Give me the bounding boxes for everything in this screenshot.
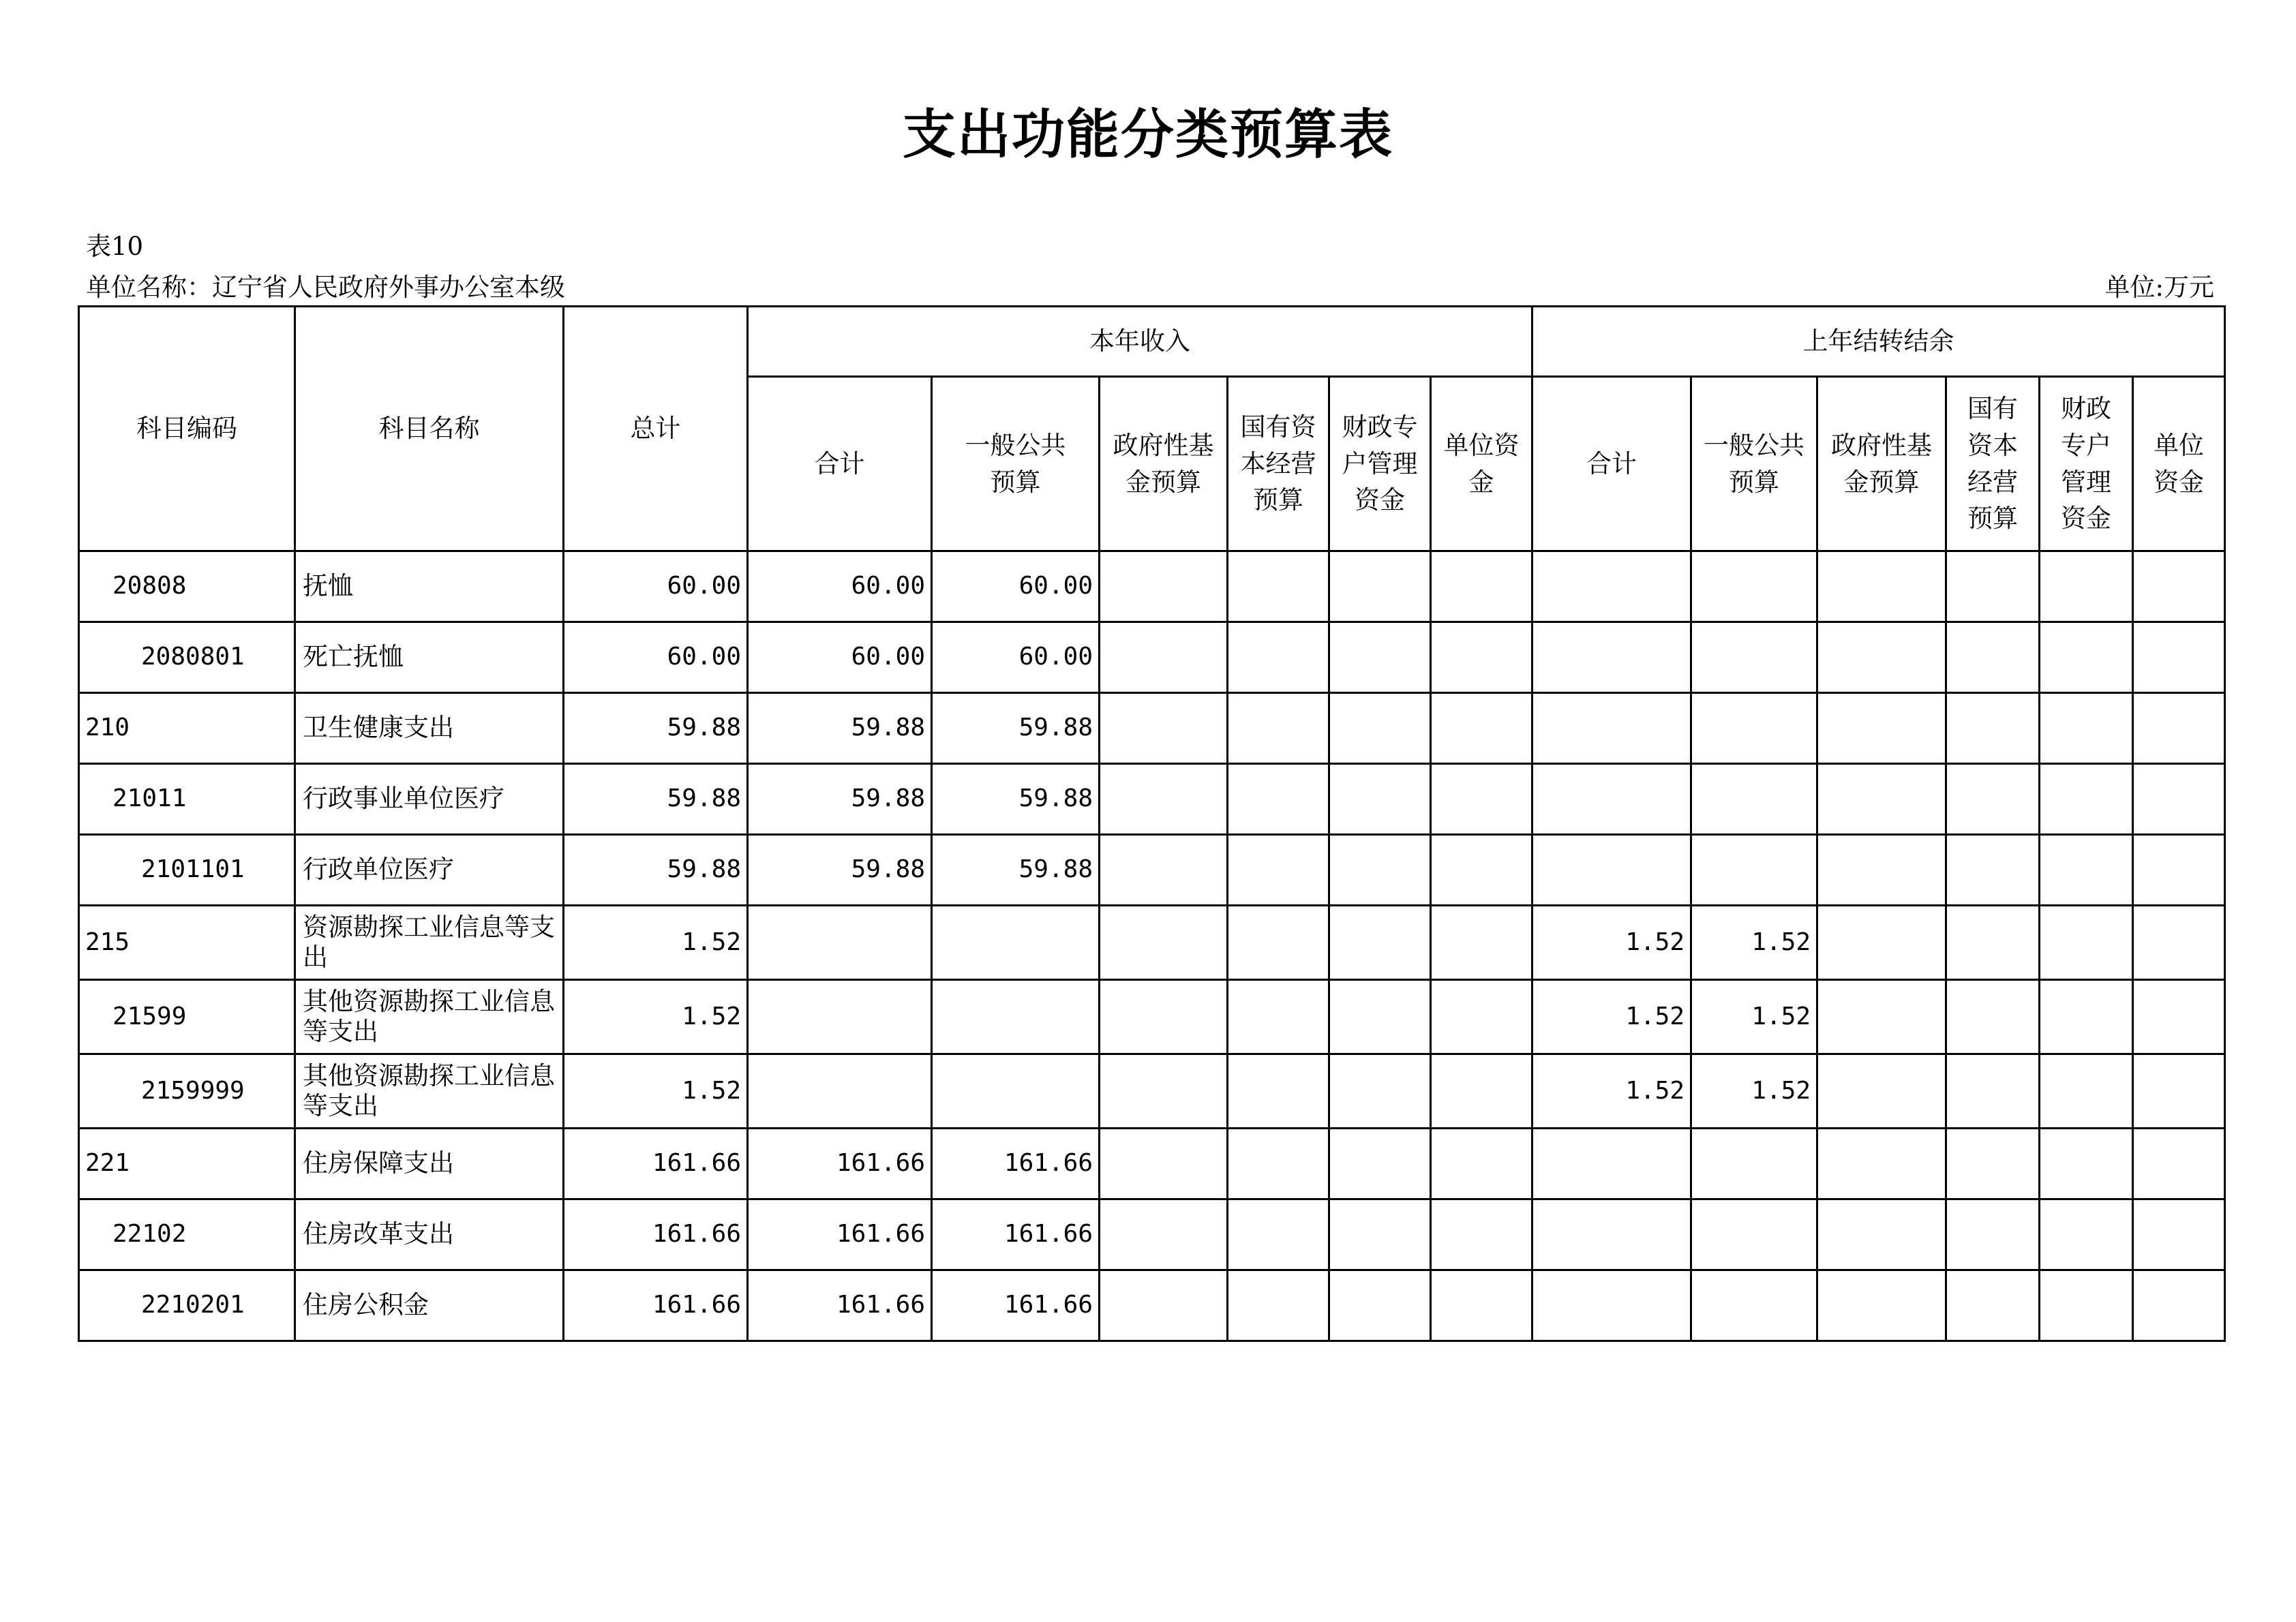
- cell-current-total: 161.66: [748, 1129, 932, 1199]
- cell-current-unit-fund: [1431, 693, 1532, 764]
- cell-current-unit-fund: [1431, 551, 1532, 622]
- table-row: [79, 1270, 2225, 1341]
- cell-current-gov-fund: [1100, 622, 1228, 693]
- table-row: [79, 693, 2225, 764]
- cell-current-special-account: [1329, 551, 1431, 622]
- cell-carryover-special-account: [2040, 980, 2133, 1054]
- cell-current-total: 161.66: [748, 1199, 932, 1270]
- cell-total: 161.66: [564, 1199, 748, 1270]
- subheader-current-special-account: 财政专 户管理 资金: [1329, 377, 1431, 551]
- cell-current-total: [748, 980, 932, 1054]
- cell-current-state-capital: [1228, 1054, 1329, 1129]
- cell-current-state-capital: [1228, 980, 1329, 1054]
- cell-current-special-account: [1329, 1199, 1431, 1270]
- subheader-current-gov-fund: 政府性基 金预算: [1100, 377, 1228, 551]
- cell-current-general-public: 59.88: [932, 693, 1100, 764]
- cell-current-unit-fund: [1431, 1199, 1532, 1270]
- cell-name: 住房保障支出: [295, 1129, 564, 1199]
- cell-name: 死亡抚恤: [295, 622, 564, 693]
- subheader-current-total: 合计: [748, 377, 932, 551]
- table-row: [79, 906, 2225, 980]
- cell-carryover-general-public: [1691, 764, 1817, 835]
- cell-current-special-account: [1329, 764, 1431, 835]
- cell-carryover-gov-fund: [1817, 551, 1946, 622]
- cell-carryover-total: [1532, 622, 1691, 693]
- cell-carryover-state-capital: [1946, 1054, 2040, 1129]
- cell-current-state-capital: [1228, 551, 1329, 622]
- cell-current-general-public: [932, 980, 1100, 1054]
- cell-name: 行政单位医疗: [295, 835, 564, 906]
- cell-current-state-capital: [1228, 1129, 1329, 1199]
- cell-current-state-capital: [1228, 1199, 1329, 1270]
- cell-carryover-unit-fund: [2133, 622, 2225, 693]
- cell-current-unit-fund: [1431, 835, 1532, 906]
- cell-code: 22102: [79, 1199, 295, 1270]
- cell-total: 59.88: [564, 835, 748, 906]
- cell-carryover-state-capital: [1946, 1129, 2040, 1199]
- cell-current-special-account: [1329, 1054, 1431, 1129]
- cell-carryover-unit-fund: [2133, 1129, 2225, 1199]
- cell-carryover-total: [1532, 835, 1691, 906]
- cell-name: 其他资源勘探工业信息等支出: [295, 980, 564, 1054]
- cell-carryover-general-public: 1.52: [1691, 906, 1817, 980]
- cell-carryover-special-account: [2040, 551, 2133, 622]
- cell-carryover-special-account: [2040, 1129, 2133, 1199]
- cell-current-gov-fund: [1100, 1270, 1228, 1341]
- cell-current-total: 60.00: [748, 551, 932, 622]
- cell-current-total: [748, 1054, 932, 1129]
- cell-name: 住房公积金: [295, 1270, 564, 1341]
- cell-carryover-special-account: [2040, 1199, 2133, 1270]
- subheader-current-state-capital: 国有资 本经营 预算: [1228, 377, 1329, 551]
- header-name: 科目名称: [295, 307, 564, 551]
- cell-total: 1.52: [564, 1054, 748, 1129]
- cell-carryover-total: 1.52: [1532, 980, 1691, 1054]
- table-row: [79, 980, 2225, 1054]
- cell-code: 215: [79, 906, 295, 980]
- cell-carryover-gov-fund: [1817, 1054, 1946, 1129]
- subheader-carryover-general-public: 一般公共 预算: [1691, 377, 1817, 551]
- cell-carryover-gov-fund: [1817, 622, 1946, 693]
- cell-current-unit-fund: [1431, 906, 1532, 980]
- cell-carryover-total: [1532, 1129, 1691, 1199]
- cell-carryover-general-public: [1691, 1199, 1817, 1270]
- cell-carryover-general-public: [1691, 1270, 1817, 1341]
- cell-carryover-unit-fund: [2133, 1270, 2225, 1341]
- subheader-carryover-gov-fund: 政府性基 金预算: [1817, 377, 1946, 551]
- cell-current-general-public: 59.88: [932, 764, 1100, 835]
- cell-current-general-public: 161.66: [932, 1199, 1100, 1270]
- table-row: [79, 622, 2225, 693]
- cell-carryover-unit-fund: [2133, 1054, 2225, 1129]
- cell-code: 221: [79, 1129, 295, 1199]
- table-row: [79, 835, 2225, 906]
- cell-carryover-special-account: [2040, 1270, 2133, 1341]
- cell-current-special-account: [1329, 980, 1431, 1054]
- cell-current-unit-fund: [1431, 764, 1532, 835]
- cell-total: 1.52: [564, 980, 748, 1054]
- table-body: [79, 551, 2225, 1341]
- cell-carryover-special-account: [2040, 622, 2133, 693]
- page-title: 支出功能分类预算表: [902, 104, 1393, 166]
- cell-carryover-general-public: [1691, 835, 1817, 906]
- cell-current-gov-fund: [1100, 835, 1228, 906]
- cell-code: 210: [79, 693, 295, 764]
- cell-current-special-account: [1329, 906, 1431, 980]
- cell-carryover-state-capital: [1946, 764, 2040, 835]
- cell-current-general-public: [932, 906, 1100, 980]
- cell-carryover-gov-fund: [1817, 1199, 1946, 1270]
- cell-carryover-special-account: [2040, 764, 2133, 835]
- cell-carryover-general-public: 1.52: [1691, 1054, 1817, 1129]
- table-row: [79, 764, 2225, 835]
- cell-code: 2080801: [79, 622, 295, 693]
- cell-carryover-general-public: [1691, 1129, 1817, 1199]
- cell-current-state-capital: [1228, 764, 1329, 835]
- cell-carryover-state-capital: [1946, 622, 2040, 693]
- cell-carryover-total: [1532, 693, 1691, 764]
- cell-name: 抚恤: [295, 551, 564, 622]
- cell-carryover-unit-fund: [2133, 906, 2225, 980]
- cell-current-state-capital: [1228, 622, 1329, 693]
- cell-total: 59.88: [564, 764, 748, 835]
- cell-carryover-unit-fund: [2133, 835, 2225, 906]
- cell-current-total: [748, 906, 932, 980]
- cell-current-total: 59.88: [748, 693, 932, 764]
- cell-current-gov-fund: [1100, 906, 1228, 980]
- cell-current-general-public: 161.66: [932, 1129, 1100, 1199]
- cell-carryover-total: 1.52: [1532, 1054, 1691, 1129]
- currency-unit-label: 单位:万元: [2104, 273, 2214, 302]
- header-code: 科目编码: [79, 307, 295, 551]
- cell-carryover-gov-fund: [1817, 1270, 1946, 1341]
- cell-current-special-account: [1329, 1129, 1431, 1199]
- cell-carryover-total: [1532, 551, 1691, 622]
- cell-total: 59.88: [564, 693, 748, 764]
- subheader-current-unit-fund: 单位资 金: [1431, 377, 1532, 551]
- cell-carryover-gov-fund: [1817, 835, 1946, 906]
- cell-carryover-unit-fund: [2133, 693, 2225, 764]
- budget-table: [78, 305, 2226, 1342]
- subheader-carryover-unit-fund: 单位 资金: [2133, 377, 2225, 551]
- cell-current-gov-fund: [1100, 764, 1228, 835]
- cell-carryover-general-public: [1691, 622, 1817, 693]
- cell-carryover-total: [1532, 1270, 1691, 1341]
- cell-current-state-capital: [1228, 693, 1329, 764]
- cell-code: 2101101: [79, 835, 295, 906]
- cell-current-total: 59.88: [748, 764, 932, 835]
- cell-carryover-gov-fund: [1817, 693, 1946, 764]
- cell-total: 1.52: [564, 906, 748, 980]
- table-number: 表10: [86, 232, 144, 261]
- cell-carryover-state-capital: [1946, 835, 2040, 906]
- cell-code: 20808: [79, 551, 295, 622]
- cell-current-unit-fund: [1431, 980, 1532, 1054]
- header-carryover: 上年结转结余: [1532, 307, 2225, 377]
- cell-total: 60.00: [564, 622, 748, 693]
- cell-carryover-general-public: 1.52: [1691, 980, 1817, 1054]
- cell-carryover-general-public: [1691, 551, 1817, 622]
- cell-name: 其他资源勘探工业信息等支出: [295, 1054, 564, 1129]
- cell-carryover-unit-fund: [2133, 551, 2225, 622]
- cell-carryover-state-capital: [1946, 906, 2040, 980]
- subheader-carryover-state-capital: 国有 资本 经营 预算: [1946, 377, 2040, 551]
- table-row: [79, 1054, 2225, 1129]
- cell-name: 资源勘探工业信息等支出: [295, 906, 564, 980]
- cell-total: 161.66: [564, 1129, 748, 1199]
- header-total: 总计: [564, 307, 748, 551]
- cell-current-total: 60.00: [748, 622, 932, 693]
- cell-carryover-gov-fund: [1817, 980, 1946, 1054]
- cell-carryover-special-account: [2040, 693, 2133, 764]
- cell-carryover-general-public: [1691, 693, 1817, 764]
- cell-carryover-gov-fund: [1817, 906, 1946, 980]
- cell-carryover-special-account: [2040, 906, 2133, 980]
- cell-name: 行政事业单位医疗: [295, 764, 564, 835]
- table-row: [79, 1199, 2225, 1270]
- cell-current-special-account: [1329, 622, 1431, 693]
- cell-current-gov-fund: [1100, 1199, 1228, 1270]
- cell-current-gov-fund: [1100, 693, 1228, 764]
- unit-name-label: 单位名称：辽宁省人民政府外事办公室本级: [86, 273, 565, 302]
- subheader-current-general-public: 一般公共 预算: [932, 377, 1100, 551]
- cell-current-unit-fund: [1431, 622, 1532, 693]
- cell-carryover-unit-fund: [2133, 1199, 2225, 1270]
- cell-current-state-capital: [1228, 835, 1329, 906]
- cell-current-gov-fund: [1100, 1129, 1228, 1199]
- cell-current-state-capital: [1228, 1270, 1329, 1341]
- cell-current-total: 59.88: [748, 835, 932, 906]
- cell-current-general-public: [932, 1054, 1100, 1129]
- cell-current-total: 161.66: [748, 1270, 932, 1341]
- table-header: [79, 307, 2225, 551]
- cell-carryover-total: 1.52: [1532, 906, 1691, 980]
- cell-total: 60.00: [564, 551, 748, 622]
- cell-carryover-gov-fund: [1817, 764, 1946, 835]
- header-current-income: 本年收入: [748, 307, 1532, 377]
- table-row: [79, 1129, 2225, 1199]
- cell-carryover-state-capital: [1946, 1199, 2040, 1270]
- cell-name: 住房改革支出: [295, 1199, 564, 1270]
- cell-current-general-public: 161.66: [932, 1270, 1100, 1341]
- cell-carryover-state-capital: [1946, 551, 2040, 622]
- subheader-carryover-total: 合计: [1532, 377, 1691, 551]
- cell-current-special-account: [1329, 693, 1431, 764]
- cell-code: 21011: [79, 764, 295, 835]
- cell-carryover-unit-fund: [2133, 764, 2225, 835]
- cell-total: 161.66: [564, 1270, 748, 1341]
- cell-current-special-account: [1329, 835, 1431, 906]
- cell-current-general-public: 60.00: [932, 622, 1100, 693]
- cell-code: 2210201: [79, 1270, 295, 1341]
- cell-current-special-account: [1329, 1270, 1431, 1341]
- cell-current-state-capital: [1228, 906, 1329, 980]
- cell-code: 2159999: [79, 1054, 295, 1129]
- cell-current-gov-fund: [1100, 551, 1228, 622]
- cell-current-general-public: 60.00: [932, 551, 1100, 622]
- cell-current-gov-fund: [1100, 1054, 1228, 1129]
- cell-current-unit-fund: [1431, 1054, 1532, 1129]
- cell-carryover-total: [1532, 1199, 1691, 1270]
- cell-carryover-gov-fund: [1817, 1129, 1946, 1199]
- cell-current-unit-fund: [1431, 1129, 1532, 1199]
- cell-code: 21599: [79, 980, 295, 1054]
- cell-carryover-special-account: [2040, 1054, 2133, 1129]
- cell-carryover-unit-fund: [2133, 980, 2225, 1054]
- cell-carryover-state-capital: [1946, 1270, 2040, 1341]
- cell-current-general-public: 59.88: [932, 835, 1100, 906]
- cell-carryover-special-account: [2040, 835, 2133, 906]
- cell-current-gov-fund: [1100, 980, 1228, 1054]
- subheader-carryover-special-account: 财政 专户 管理 资金: [2040, 377, 2133, 551]
- cell-current-unit-fund: [1431, 1270, 1532, 1341]
- cell-name: 卫生健康支出: [295, 693, 564, 764]
- cell-carryover-state-capital: [1946, 980, 2040, 1054]
- table-row: [79, 551, 2225, 622]
- cell-carryover-state-capital: [1946, 693, 2040, 764]
- cell-carryover-total: [1532, 764, 1691, 835]
